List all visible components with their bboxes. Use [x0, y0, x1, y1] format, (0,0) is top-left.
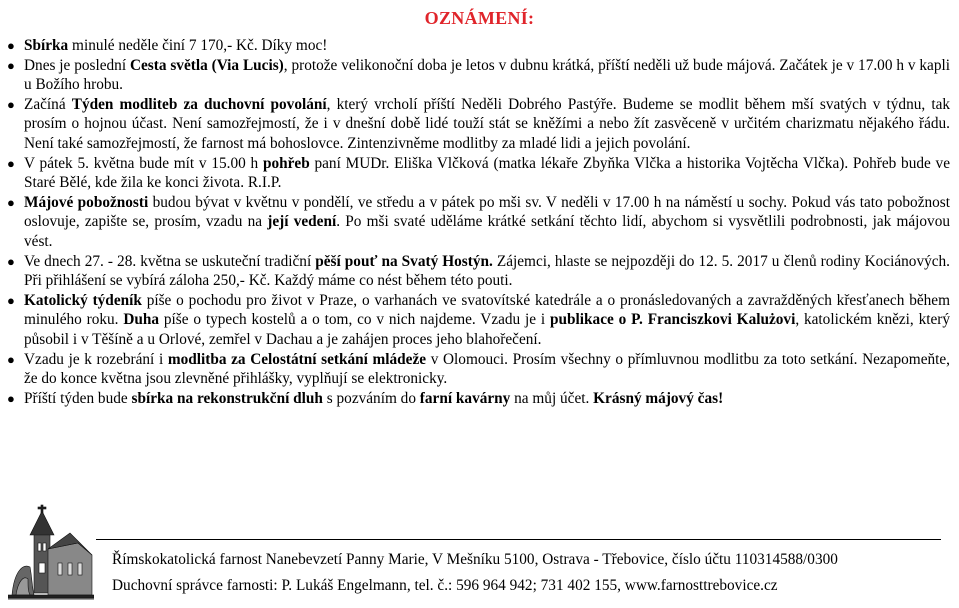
bullet-icon: ●	[7, 253, 15, 269]
bullet-icon: ●	[7, 194, 15, 210]
announcement-text: Příští týden bude	[24, 389, 132, 407]
announcement-text: na můj účet.	[510, 389, 594, 407]
bullet-icon: ●	[7, 57, 15, 73]
announcement-text: , katolickém knězi, který působil i v Těšíně a u Orlové, zemřel v Dachau a je zahájen proces jeho blahořečení.	[24, 311, 951, 348]
announcement-item	[6, 193, 950, 252]
announcement-item	[6, 291, 950, 350]
announcement-text: budou bývat v květnu v pondělí, ve středu a v pátek po mši sv. V neděli v 17.00 h na náměstí u sochy. Pokud vás tato pobožnost oslovuje, zapište se, prosím, vzadu na	[24, 193, 950, 231]
announcement-item	[6, 389, 950, 409]
announcement-text: paní MUDr. Eliška Vlčková (matka lékaře Zbyňka Vlčka a historika Vojtěcha Vlčka). Pohřeb bude ve Staré Bělé, kde žila ke konci života. R.I.P.	[24, 154, 950, 192]
announcement-text: minulé neděle činí 7 170,- Kč. Díky moc!	[68, 37, 328, 54]
announcement-item	[6, 56, 950, 95]
bullet-icon: ●	[7, 155, 15, 171]
church-logo-icon	[8, 503, 94, 603]
announcement-text: s pozváním do	[322, 389, 420, 407]
announcement-bold-text: Katolický týdeník	[24, 291, 142, 309]
announcement-item	[6, 154, 950, 193]
bullet-icon: ●	[7, 390, 15, 406]
announcement-bold-text: Krásný májový čas!	[593, 389, 724, 407]
announcement-bold-text: pohřeb	[262, 154, 310, 172]
footer-parish-info: Římskokatolická farnost Nanebevzetí Panny Marie, V Mešníku 5100, Ostrava - Třebovice, číslo účtu 110314588/0300	[112, 551, 838, 568]
announcement-bold-text: farní kavárny	[419, 389, 511, 407]
announcement-text: Vzadu je k rozebrání i	[24, 350, 168, 368]
bullet-icon: ●	[7, 96, 15, 112]
bullet-icon: ●	[7, 38, 15, 53]
announcement-bold-text: sbírka na rekonstrukční dluh	[131, 389, 323, 407]
announcement-text: . Po mši svaté uděláme krátké setkání těchto lidí, abychom si vysvětlili podrobnosti, jak májovou vést.	[24, 213, 951, 250]
page-title: OZNÁMENÍ:	[424, 8, 535, 28]
announcement-text: píše o pochodu pro život v Praze, o varhanách ve svatovítské katedrále a o pronásledovaných a zavražděných křesťanech během minulého roku.	[24, 291, 950, 329]
announcement-list	[6, 36, 950, 408]
footer-contact-info: Duchovní správce farnosti: P. Lukáš Engelmann, tel. č.: 596 964 942; 731 402 155, www.farnosttrebovice.cz	[112, 577, 778, 594]
bullet-icon: ●	[7, 292, 15, 308]
announcement-bold-text: pěší pouť na Svatý Hostýn.	[315, 252, 493, 270]
announcement-item	[6, 350, 950, 389]
announcement-item	[6, 36, 950, 56]
announcement-item	[6, 252, 950, 291]
announcement-bold-text: její vedení	[267, 213, 337, 231]
announcement-text: Ve dnech 27. - 28. května se uskuteční tradiční	[24, 252, 316, 270]
announcement-text: v Olomouci. Prosím všechny o přímluvnou modlitbu za toto setkání. Nezapomeňte, že do konce května jsou zlevněné přihlášky, vyplňují se elektronicky.	[24, 350, 950, 388]
announcement-bold-text: Duha	[123, 311, 160, 329]
footer-divider	[96, 539, 941, 540]
bullet-icon: ●	[7, 351, 15, 367]
announcement-text: , který vrcholí příští Neděli Dobrého Pastýře. Budeme se modlit během mší svatých v týdnu, tak prosím o hojnou účast. Není samozřejmostí, že i v dnešní době lidé touží stát se kněžími a nebo žít zasvěceně v určitém charizmatu nějakého řádu. Není také samozřejmostí, že farnost má bohoslovce. Zintenzivněme modlitby za mladé lidi a jejich povolání.	[24, 95, 951, 152]
announcement-bold-text: Sbírka	[24, 37, 69, 54]
announcement-text: Začíná	[24, 95, 72, 113]
announcement-item	[6, 95, 950, 154]
announcement-text: píše o typech kostelů a o tom, co v nich najdeme. Vzadu je i	[159, 311, 551, 329]
announcement-text: , protože velikonoční doba je letos v dubnu krátká, příští neděli už bude májová. Začátek je v 17.00 h v kapli u Božího hrobu.	[24, 56, 950, 94]
announcement-text: Dnes je poslední	[24, 56, 130, 74]
announcement-bold-text: modlitba za Celostátní setkání mládeže	[167, 350, 427, 368]
announcement-text: V pátek 5. května bude mít v 15.00 h	[24, 154, 263, 172]
announcement-bold-text: publikace o P. Franciszkovi Kalużovi	[550, 311, 796, 329]
announcement-bold-text: Májové pobožnosti	[24, 193, 149, 211]
announcement-bold-text: Cesta světla (Via Lucis)	[129, 56, 284, 74]
announcement-bold-text: Týden modliteb za duchovní povolání	[71, 95, 327, 113]
announcement-text: Zájemci, hlaste se nejpozději do 12. 5. 2017 u členů rodiny Kociánových. Při přihlášení se vybírá záloha 250,- Kč. Každý máme co nést během této pouti.	[24, 252, 950, 290]
